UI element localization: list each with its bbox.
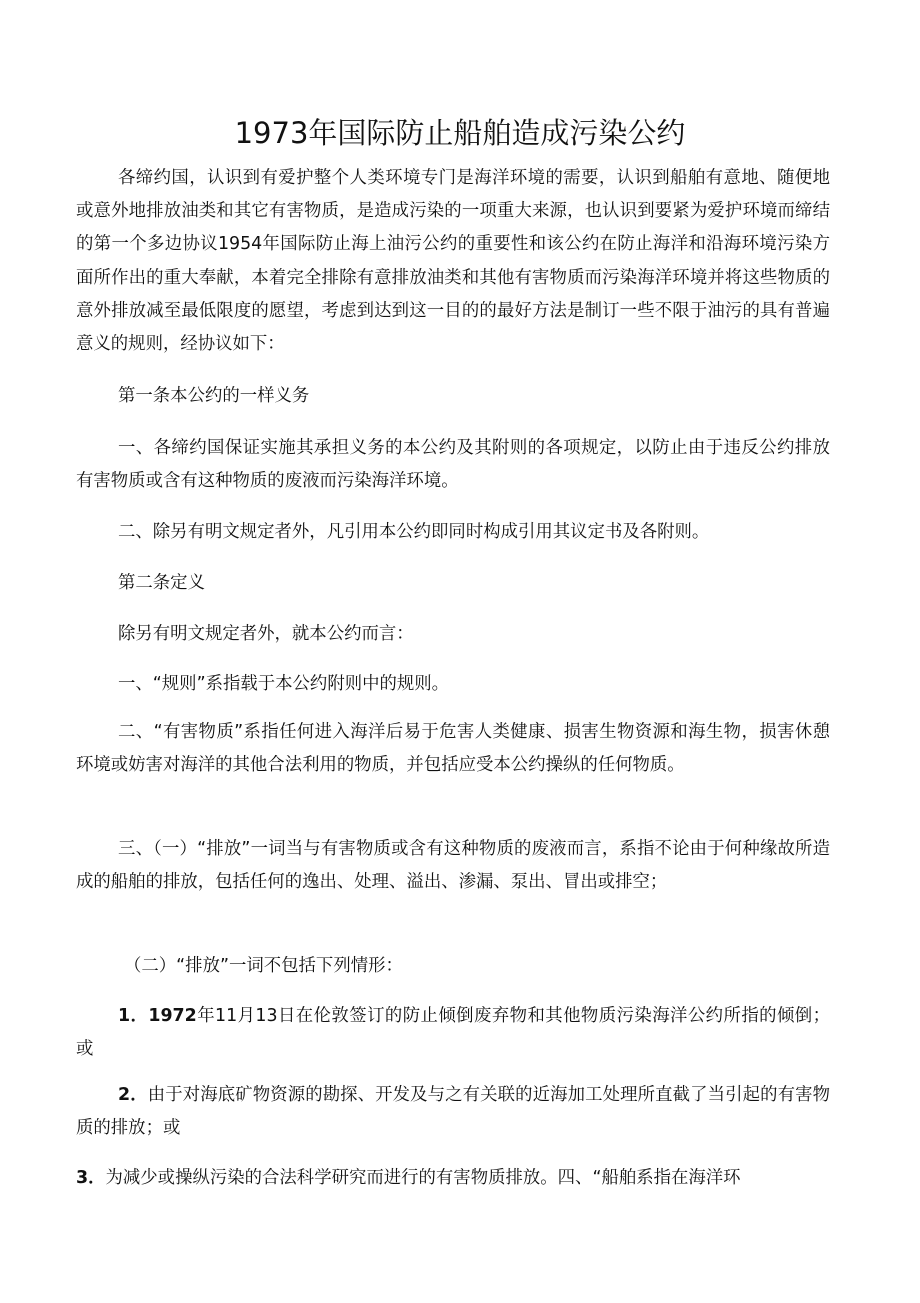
exclusion-item-1-text: 年11月13日在伦敦签订的防止倾倒废弃物和其他物质污染海洋公约所指的倾倒；或 xyxy=(76,1006,830,1060)
exclusion-item-2 xyxy=(76,1079,830,1145)
article1-heading: 第一条本公约的一样义务 xyxy=(118,386,310,406)
article2-heading: 第二条定义 xyxy=(118,573,205,593)
exclusion-item-1 xyxy=(76,1000,830,1066)
definition-harmful-substance: 二、“有害物质”系指任何进入海洋后易于危害人类健康、损害生物资源和海生物，损害休憩环境或妨害对海洋的其他合法利用的物质，并包括应受本公约操纵的任何物质。 xyxy=(76,722,830,776)
exclusion-item-3-text: 为减少或操纵污染的合法科学研究而进行的有害物质排放。四、“船舶系指在海洋环 xyxy=(105,1168,741,1188)
article2-intro: 除另有明文规定者外，就本公约而言： xyxy=(118,624,414,644)
exclusion-item-3 xyxy=(76,1162,830,1195)
exclusion-item-3-number: 3． xyxy=(76,1168,106,1188)
definition-rules: 一、“规则”系指载于本公约附则中的规则。 xyxy=(118,674,450,694)
document-title: 1973年国际防止船舶造成污染公约 xyxy=(234,116,686,150)
exclusion-item-2-text: 由于对海底矿物资源的勘探、开发及与之有关联的近海加工处理所直截了当引起的有害物质的排放；或 xyxy=(76,1085,830,1139)
preamble-paragraph: 各缔约国，认识到有爱护整个人类环境专门是海洋环境的需要，认识到船舶有意地、随便地或意外地排放油类和其它有害物质，是造成污染的一项重大来源，也认识到要紧为爱护环境而缔结的第一个多边协议1954年国际防止海上油污公约的重要性和该公约在防止海洋和沿海环境污染方面所作出的重大奉献，本着完全排除有意排放油类和其他有害物质而污染海洋环境并将这些物质的意外排放减至最低限度的愿望，考虑到达到这一目的的最好方法是制订一些不限于油污的具有普遍意义的规则，经协议如下： xyxy=(76,168,830,355)
discharge-exclusions-heading: （二）“排放”一词不包括下列情形： xyxy=(124,956,403,976)
exclusion-item-1-number: 1．1972 xyxy=(118,1006,197,1026)
article1-item2: 二、除另有明文规定者外，凡引用本公约即同时构成引用其议定书及各附则。 xyxy=(118,522,710,542)
definition-discharge: 三、（一）“排放”一词当与有害物质或含有这种物质的废液而言，系指不论由于何种缘故所造成的船舶的排放，包括任何的逸出、处理、溢出、渗漏、泵出、冒出或排空； xyxy=(76,839,830,893)
article1-item1: 一、各缔约国保证实施其承担义务的本公约及其附则的各项规定，以防止由于违反公约排放有害物质或含有这种物质的废液而污染海洋环境。 xyxy=(76,438,830,492)
exclusion-item-2-number: 2． xyxy=(118,1085,148,1105)
